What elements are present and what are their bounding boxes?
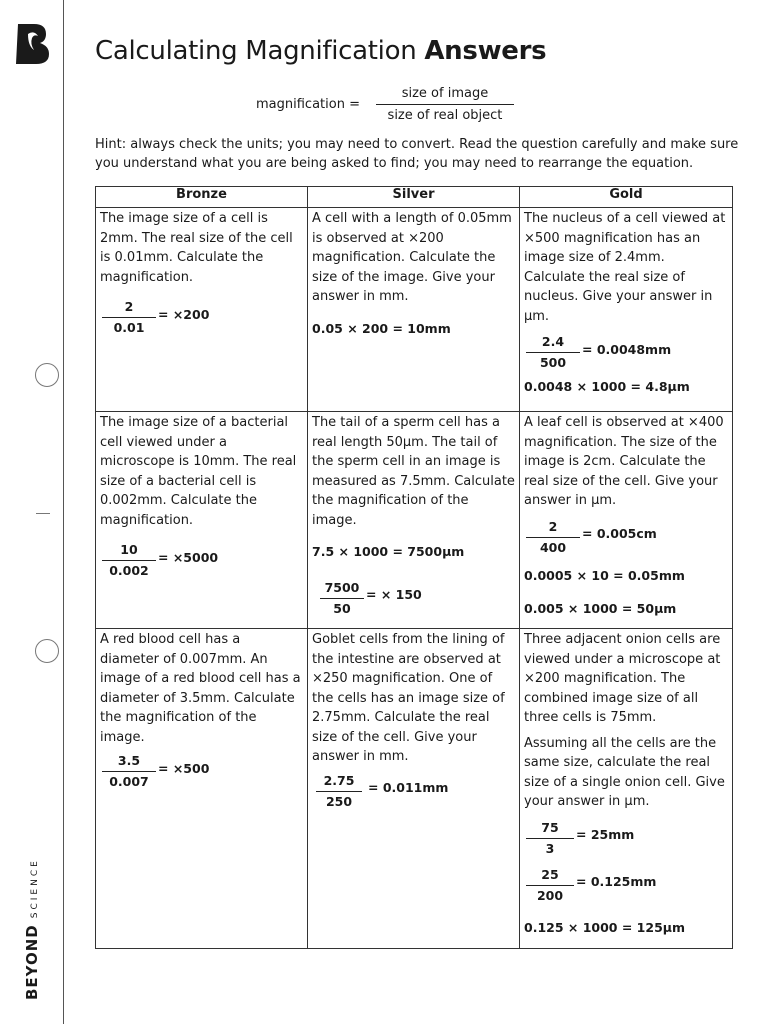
answer-line: 0.125 × 1000 = 125μm bbox=[524, 919, 685, 935]
fraction-result: = ×5000 bbox=[158, 549, 219, 565]
answers-table bbox=[95, 186, 733, 949]
answer-line: 0.0048 × 1000 = 4.8μm bbox=[524, 379, 690, 394]
answer-fraction bbox=[526, 820, 728, 857]
cell-bronze bbox=[96, 629, 308, 949]
beyond-logo-icon bbox=[14, 22, 52, 66]
question-text: The nucleus of a cell viewed at ×500 magnification has an image size of 2.4mm. Calculate the real size of nucleus. Give your answer in μm. bbox=[524, 211, 726, 324]
fraction-result: = × 150 bbox=[366, 587, 422, 603]
cell-silver bbox=[308, 629, 520, 949]
fraction-denominator: 0.002 bbox=[109, 563, 149, 578]
formula-numerator: size of image bbox=[376, 86, 514, 105]
fraction-numerator: 2 bbox=[526, 519, 580, 538]
brand-name-light: SCIENCE bbox=[30, 858, 40, 919]
formula-denominator: size of real object bbox=[387, 108, 503, 123]
table-row bbox=[96, 208, 733, 412]
fraction-denominator: 0.007 bbox=[109, 774, 149, 789]
page-title: Calculating Magnification Answers bbox=[95, 36, 547, 66]
answer-fraction bbox=[102, 299, 303, 336]
sidebar-divider bbox=[63, 0, 64, 1024]
brand-vertical bbox=[22, 858, 41, 1000]
fraction-numerator: 2.75 bbox=[316, 773, 362, 792]
cell-silver bbox=[308, 208, 520, 412]
answer-fraction bbox=[320, 580, 515, 617]
question-text: Goblet cells from the lining of the intestine are observed at ×250 magnification. One of the cells has an image size of 2.75mm. Calculate the real size of the cell. Give your answer in mm. bbox=[312, 632, 505, 764]
answer-fraction bbox=[102, 542, 303, 579]
cell-gold bbox=[520, 208, 733, 412]
answer-fraction bbox=[316, 773, 515, 810]
fraction-denominator: 50 bbox=[333, 600, 351, 616]
fraction-result: = 0.0048mm bbox=[582, 341, 672, 357]
fraction-denominator: 500 bbox=[539, 355, 567, 370]
fraction-numerator: 2 bbox=[102, 299, 156, 318]
fraction-denominator: 3 bbox=[545, 840, 555, 856]
fraction-denominator: 200 bbox=[536, 887, 564, 903]
hint-text: Hint: always check the units; you may need to convert. Read the question carefully and make sure you understand what you are being asked to find; you may need to rearrange the equation. bbox=[95, 137, 739, 171]
answer-fraction bbox=[526, 334, 728, 371]
fraction-numerator: 10 bbox=[102, 542, 156, 561]
fold-mark bbox=[36, 513, 50, 514]
fraction-numerator: 3.5 bbox=[102, 753, 156, 772]
question-text: Three adjacent onion cells are viewed under a microscope at ×200 magnification. The combined image size of all three cells is 75mm. bbox=[524, 632, 721, 725]
fraction-numerator: 75 bbox=[526, 820, 574, 839]
question-text: The image size of a bacterial cell viewed under a microscope is 10mm. The real size of a bacterial cell is 0.002mm. Calculate the magnification. bbox=[100, 415, 297, 528]
question-text: The image size of a cell is 2mm. The real size of the cell is 0.01mm. Calculate the magnification. bbox=[100, 211, 293, 285]
answer-fraction bbox=[102, 753, 303, 790]
fraction-denominator: 400 bbox=[539, 539, 567, 555]
question-text: A red blood cell has a diameter of 0.007mm. An image of a red blood cell has a diameter of 3.5mm. Calculate the magnification of the image. bbox=[100, 632, 301, 745]
table-header-row bbox=[96, 187, 733, 208]
answer-fraction bbox=[526, 519, 728, 556]
fraction-denominator: 250 bbox=[325, 793, 353, 809]
answer-fraction bbox=[526, 867, 728, 904]
table-row bbox=[96, 412, 733, 629]
answer-line: 0.005 × 1000 = 50μm bbox=[524, 601, 677, 616]
cell-gold bbox=[520, 629, 733, 949]
fraction-result: = 0.011mm bbox=[368, 780, 449, 796]
question-text: A leaf cell is observed at ×400 magnification. The size of the image is 2cm. Calculate the real size of the cell. Give your answer in μm. bbox=[524, 415, 724, 508]
question-text: Assuming all the cells are the same size, calculate the real size of a single onion cell. Give your answer in μm. bbox=[524, 735, 725, 809]
table-row bbox=[96, 629, 733, 949]
formula-label: magnification = bbox=[256, 97, 360, 112]
header-silver: Silver bbox=[308, 187, 520, 208]
fraction-denominator: 0.01 bbox=[113, 320, 145, 335]
magnification-formula bbox=[256, 86, 514, 123]
cell-gold bbox=[520, 412, 733, 629]
fraction-result: = ×500 bbox=[158, 760, 210, 776]
brand-name-bold: BEYOND bbox=[23, 924, 41, 1000]
fraction-numerator: 25 bbox=[526, 867, 574, 886]
answer-line: 0.05 × 200 = 10mm bbox=[312, 320, 451, 336]
punch-hole bbox=[35, 363, 59, 387]
fraction-numerator: 7500 bbox=[320, 580, 364, 599]
fraction-numerator: 2.4 bbox=[526, 334, 580, 353]
answer-line: 7.5 × 1000 = 7500μm bbox=[312, 544, 465, 559]
question-text: The tail of a sperm cell has a real length 50μm. The tail of the sperm cell in an image is measured as 7.5mm. Calculate the magnification of the image. bbox=[312, 415, 515, 528]
cell-bronze bbox=[96, 208, 308, 412]
punch-hole bbox=[35, 639, 59, 663]
question-text: A cell with a length of 0.05mm is observed at ×200 magnification. Calculate the size of the image. Give your answer in mm. bbox=[312, 211, 512, 304]
fraction-result: = ×200 bbox=[158, 306, 210, 322]
answer-line: 0.0005 × 10 = 0.05mm bbox=[524, 567, 685, 583]
header-bronze: Bronze bbox=[96, 187, 308, 208]
fraction-result: = 25mm bbox=[576, 827, 635, 843]
formula-fraction bbox=[376, 86, 514, 123]
cell-bronze bbox=[96, 412, 308, 629]
fraction-result: = 0.005cm bbox=[582, 526, 657, 542]
cell-silver bbox=[308, 412, 520, 629]
header-gold: Gold bbox=[520, 187, 733, 208]
page-title-bold: Answers bbox=[424, 36, 547, 66]
fraction-result: = 0.125mm bbox=[576, 874, 657, 890]
